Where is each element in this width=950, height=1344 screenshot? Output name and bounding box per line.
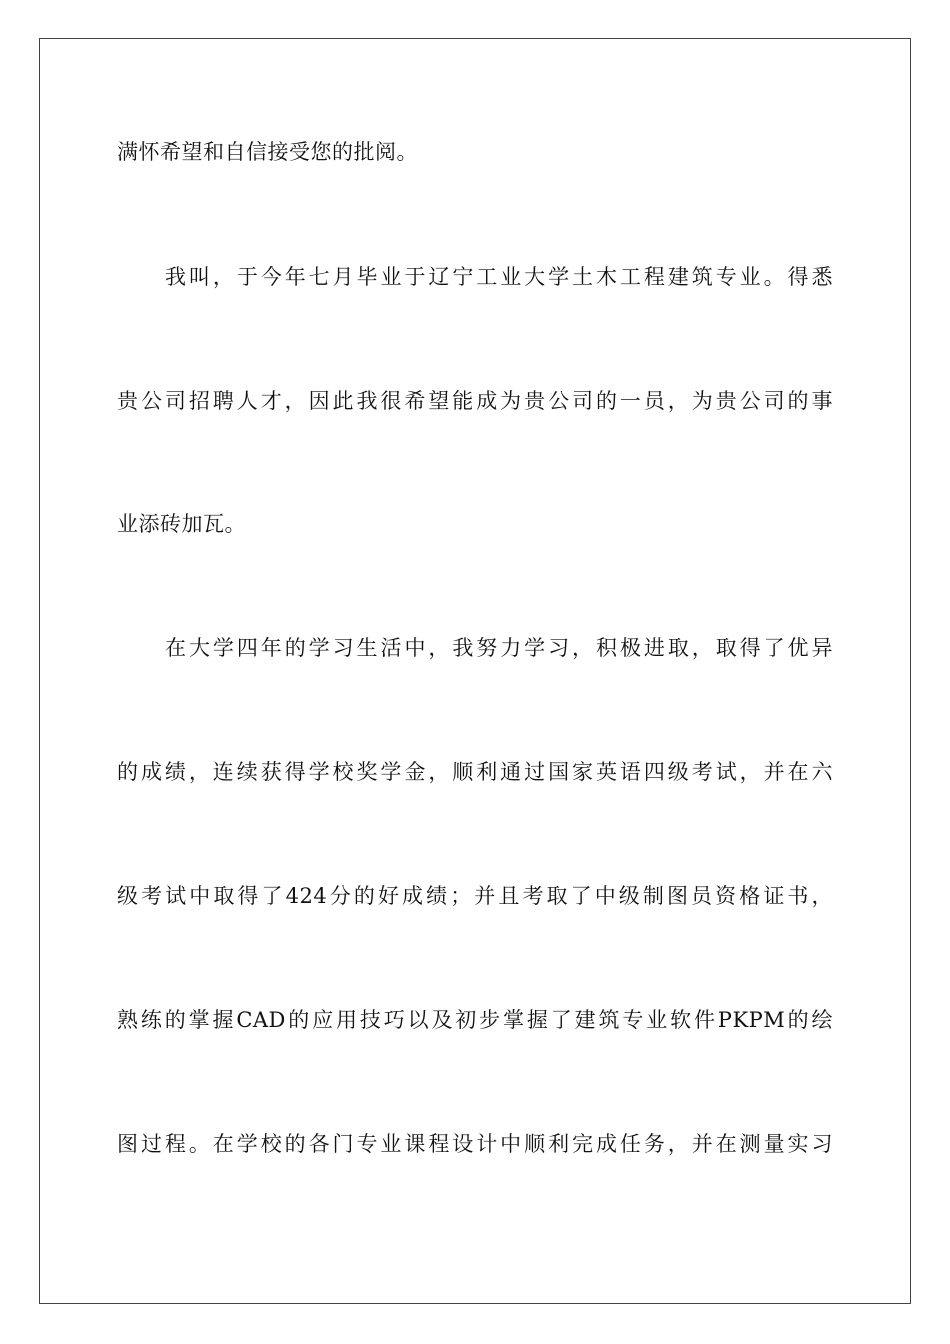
text-line-8: 熟练的掌握CAD的应用技巧以及初步掌握了建筑专业软件PKPM的绘 <box>117 1008 833 1032</box>
text-line-1: 满怀希望和自信接受您的批阅。 <box>117 140 418 164</box>
page-border <box>39 38 911 1304</box>
text-line-3: 贵公司招聘人才，因此我很希望能成为贵公司的一员，为贵公司的事 <box>117 389 833 413</box>
text-line-6: 的成绩，连续获得学校奖学金，顺利通过国家英语四级考试，并在六 <box>117 760 833 784</box>
text-line-2: 我叫，于今年七月毕业于辽宁工业大学土木工程建筑专业。得悉 <box>165 265 833 289</box>
text-line-9: 图过程。在学校的各门专业课程设计中顺利完成任务，并在测量实习 <box>117 1132 833 1156</box>
text-line-5: 在大学四年的学习生活中，我努力学习，积极进取，取得了优异 <box>165 636 833 660</box>
text-line-4: 业添砖加瓦。 <box>117 512 246 536</box>
text-line-7: 级考试中取得了424分的好成绩；并且考取了中级制图员资格证书， <box>117 884 833 908</box>
